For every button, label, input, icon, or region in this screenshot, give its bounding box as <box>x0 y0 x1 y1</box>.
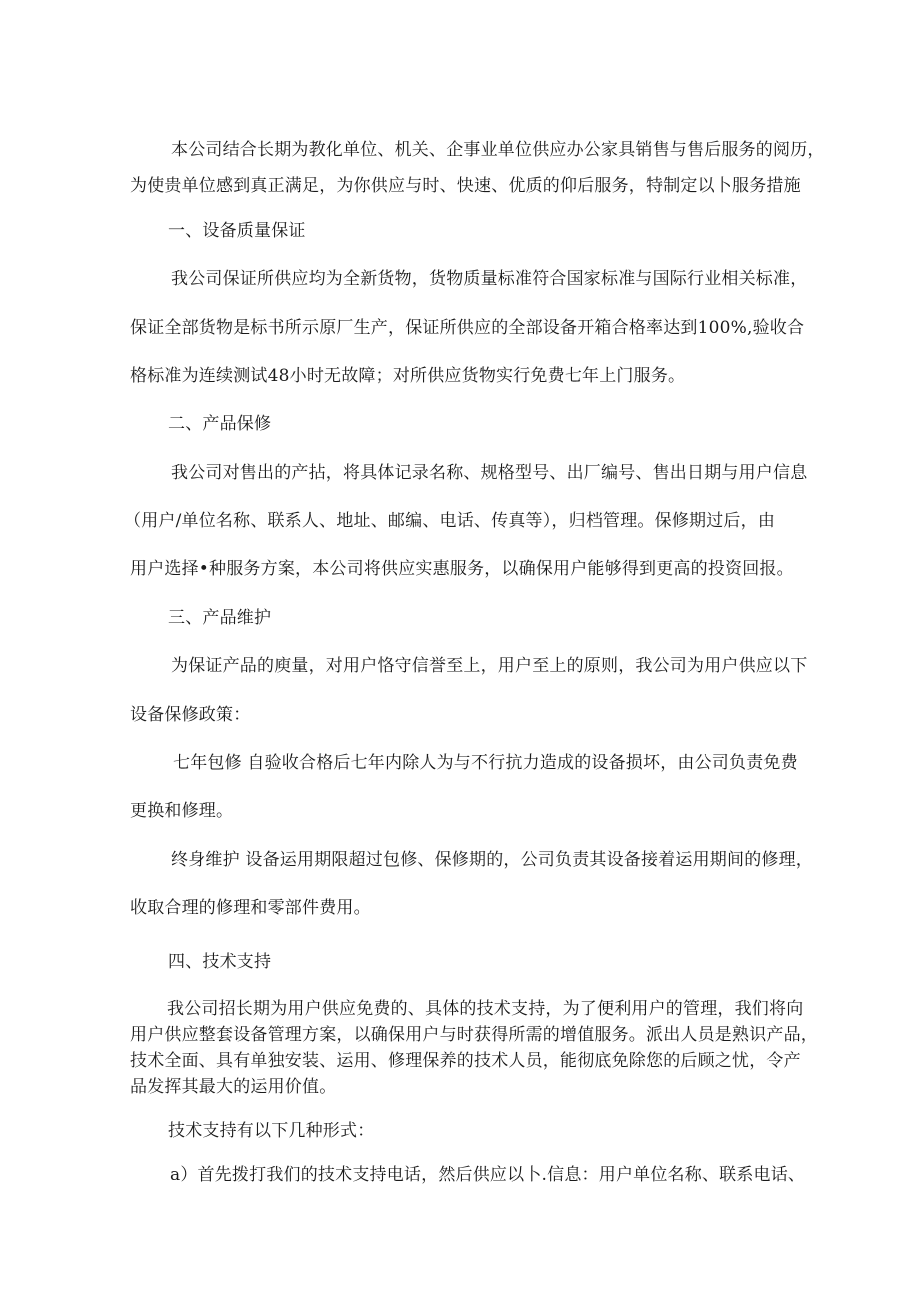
section-3-line-3: 七年包修 自验收合格后七年内除人为与不行抗力造成的设备损坏，由公司负责免费 <box>173 753 798 773</box>
section-3-line-1: 为保证产品的庾量，对用户恪守信誉至上，用户至上的原则，我公司为用户供应以下 <box>171 656 808 676</box>
section-3-line-5: 终身维护 设备运用期限超过包修、保修期的，公司负责其设备接着运用期间的修理， <box>171 850 814 870</box>
section-1-line-2: 保证全部货物是标书所示原厂生产，保证所供应的全部设备开箱合格率达到100%,验收合 <box>130 318 805 338</box>
section-2-line-2: （用户/单位名称、联系人、地址、邮编、电话、传真等），归档管理。保修期过后，由 <box>124 511 776 531</box>
section-4-line-2: 用户供应整套设备管理方案，以确保用户与时获得所需的增值服务。派出人员是熟识产品， <box>130 1025 818 1045</box>
section-2-heading: 二、产品保修 <box>168 414 272 434</box>
section-4-line-6: a）首先拨打我们的技术支持电话，然后供应以卜.信息：用户单位名称、联系电话、 <box>170 1165 806 1185</box>
section-1-heading: 一、设备质量保证 <box>168 221 306 241</box>
section-3-line-2: 设备保修政策： <box>130 705 251 725</box>
section-4-line-4: 品发挥其最大的运用价值。 <box>130 1077 337 1097</box>
section-4-line-5: 技术支持有以下几种形式： <box>168 1121 375 1141</box>
section-2-line-3: 用户选择•种服务方案，本公司将供应实惠服务，以确保用户能够得到更高的投资回报。 <box>130 559 794 579</box>
section-3-line-6: 收取合理的修理和零部件费用。 <box>130 898 371 918</box>
section-4-heading: 四、技术支持 <box>168 952 272 972</box>
section-3-heading: 三、产品维护 <box>168 608 272 628</box>
section-1-line-1: 我公司保证所供应均为全新货物，货物质量标准符合国家标准与国际行业相关标准， <box>171 269 808 289</box>
section-4-line-3: 技术全面、具有单独安装、运用、修理保养的技术人员，能彻底免除您的后顾之忧，令产 <box>130 1051 801 1071</box>
intro-line-2: 为使贵单位感到真正满足，为你供应与时、快速、优质的仰后服务，特制定以卜服务措施 <box>130 176 801 196</box>
section-1-line-3: 格标准为连续测试48小时无故障；对所供应货物实行免费七年上门服务。 <box>130 366 686 386</box>
intro-line-1: 本公司结合长期为教化单位、机关、企事业单位供应办公家具销售与售后服务的阅历， <box>171 140 825 160</box>
section-2-line-1: 我公司对售出的产拈，将具体记录名称、规格型号、出厂编号、售出日期与用户信息 <box>171 463 808 483</box>
section-4-line-1: 我公司招长期为用户供应免费的、具体的技术支持，为了便利用户的管理，我们将向 <box>167 999 804 1019</box>
section-3-line-4: 更换和修理。 <box>130 801 234 821</box>
